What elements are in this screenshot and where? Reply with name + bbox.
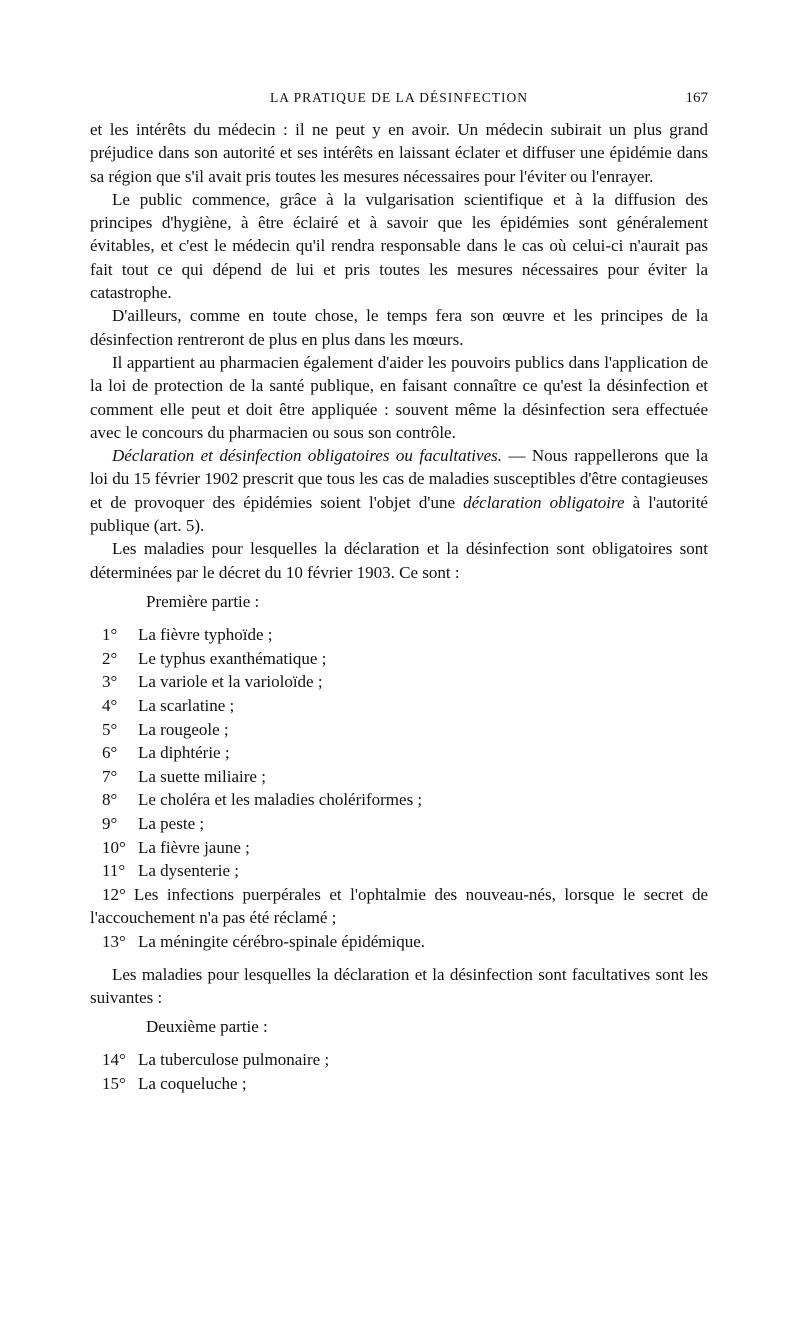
item-text: Le typhus exanthématique ; — [138, 648, 327, 668]
list-item — [90, 883, 708, 930]
paragraph-text: Nous rappellerons que la loi du 15 février 1902 prescrit que tous les cas de maladies susceptibles d'être contagieuses et de provoquer des épidémies soient l'objet d'une — [90, 446, 708, 512]
paragraph: Le public commence, grâce à la vulgarisation scientifique et à la diffusion des principes d'hygiène, à être éclairé et à savoir que les épidémies sont généralement évitables, et c'est le médecin qu'il rendra responsable dans le cas où celui-ci n'aurait pas fait tout ce qui dépend de lui et pris toutes les mesures nécessaires pour éviter la catastrophe. — [90, 189, 708, 303]
item-number: 4° — [102, 696, 118, 716]
item-text: La dysenterie ; — [138, 861, 240, 881]
page-body — [90, 118, 708, 1096]
item-text: La coqueluche ; — [138, 1074, 247, 1094]
item-text: La rougeole ; — [138, 719, 229, 739]
item-number: 2° — [102, 648, 118, 668]
paragraph: Les maladies pour lesquelles la déclaration et la désinfection sont obligatoires sont déterminées par le décret du 10 février 1903. Ce sont : — [90, 539, 708, 582]
section-paragraph — [90, 444, 708, 537]
list-item — [90, 647, 708, 671]
item-number: 9° — [102, 813, 118, 833]
list-item — [90, 718, 708, 742]
item-text: La fièvre typhoïde ; — [138, 625, 273, 645]
list-item — [90, 836, 708, 860]
item-text: La méningite cérébro-spinale épidémique. — [138, 931, 425, 951]
emphasis-text: déclaration obligatoire — [463, 492, 625, 512]
list-item — [90, 765, 708, 789]
page-number: 167 — [685, 90, 708, 106]
item-text: Le choléra et les maladies cholériformes ; — [138, 790, 423, 810]
item-number: 10° — [102, 837, 126, 857]
item-number: 12° — [102, 884, 126, 904]
item-number: 14° — [102, 1050, 126, 1070]
item-text: La diphtérie ; — [138, 743, 230, 763]
list-item — [90, 930, 708, 954]
item-number: 11° — [102, 861, 126, 881]
section-heading: Déclaration et désinfection obligatoires ou facultatives. — [112, 446, 502, 466]
running-title: LA PRATIQUE DE LA DÉSINFECTION — [270, 90, 528, 105]
list-item — [90, 694, 708, 718]
item-number: 6° — [102, 743, 118, 763]
item-number: 5° — [102, 719, 118, 739]
item-text: La scarlatine ; — [138, 696, 235, 716]
paragraph: D'ailleurs, comme en toute chose, le temps fera son œuvre et les principes de la désinfection rentreront de plus en plus dans les mœurs. — [90, 306, 708, 349]
list-item — [90, 812, 708, 836]
item-text: La tuberculose pulmonaire ; — [138, 1050, 330, 1070]
item-number: 13° — [102, 931, 126, 951]
item-number: 7° — [102, 766, 118, 786]
item-number: 8° — [102, 790, 118, 810]
list-item — [90, 859, 708, 883]
item-number: 3° — [102, 672, 118, 692]
item-text: Les infections puerpérales et l'ophtalmie des nouveau-nés, lorsque le secret de l'accouchement n'a pas été réclamé ; — [90, 884, 708, 928]
em-dash: — — [502, 446, 532, 466]
item-text: La suette miliaire ; — [138, 766, 266, 786]
disease-list-part1 — [90, 623, 708, 953]
list-item — [90, 788, 708, 812]
item-text: La peste ; — [138, 813, 205, 833]
item-number: 15° — [102, 1074, 126, 1094]
item-text: La variole et la varioloïde ; — [138, 672, 323, 692]
paragraph-text: à l'autorité publique (art. 5). — [90, 492, 708, 536]
disease-list-part2 — [90, 1048, 708, 1095]
list-item — [90, 623, 708, 647]
item-text: La fièvre jaune ; — [138, 837, 250, 857]
part-title: Première partie : — [146, 591, 260, 611]
part-title: Deuxième partie : — [146, 1017, 268, 1037]
list-item — [90, 670, 708, 694]
list-item — [90, 1072, 708, 1096]
list-item — [90, 741, 708, 765]
list-item — [90, 1048, 708, 1072]
item-number: 1° — [102, 625, 118, 645]
paragraph: et les intérêts du médecin : il ne peut y en avoir. Un médecin subirait un plus grand préjudice dans son autorité et ses intérêts en laissant éclater et diffuser une épidémie dans sa région que s'il avait pris toutes les mesures nécessaires pour l'éviter ou l'enrayer. — [90, 120, 708, 186]
running-header — [90, 90, 708, 112]
paragraph: Les maladies pour lesquelles la déclaration et la désinfection sont facultatives sont les suivantes : — [90, 964, 708, 1007]
paragraph: Il appartient au pharmacien également d'aider les pouvoirs publics dans l'application de la loi de protection de la santé publique, en faisant connaître ce qu'est la désinfection et comment elle peut et doit être appliquée : souvent même la désinfection sera effectuée avec le concours du pharmacien ou sous son contrôle. — [90, 352, 708, 442]
